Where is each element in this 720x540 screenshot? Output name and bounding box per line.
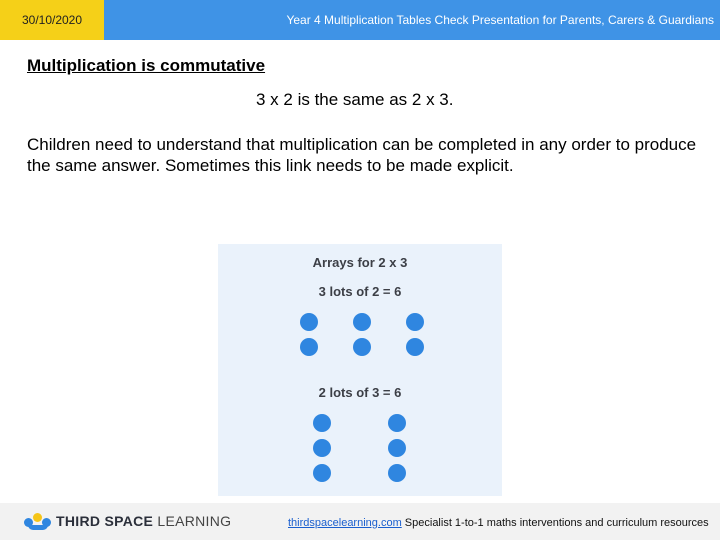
array-dot <box>300 338 318 356</box>
footer-tagline-line <box>288 517 709 529</box>
logo-text-bold: THIRD SPACE <box>56 513 154 529</box>
array-dot <box>313 439 331 457</box>
footer-tagline: Specialist 1-to-1 maths interventions and curriculum resources <box>404 517 709 529</box>
array-dot <box>388 439 406 457</box>
header-bar <box>0 0 720 40</box>
array-dot <box>406 313 424 331</box>
group-label-2-lots-of-3: 2 lots of 3 = 6 <box>318 385 402 400</box>
commutative-statement: 3 x 2 is the same as 2 x 3. <box>256 90 454 109</box>
explanation-paragraph: Children need to understand that multiplication can be completed in any order to produce the same answer. Sometimes this link needs to be made explicit. <box>27 135 697 175</box>
array-dot <box>353 338 371 356</box>
array-dot <box>406 338 424 356</box>
array-dot <box>388 414 406 432</box>
array-dot <box>313 464 331 482</box>
group-label-3-lots-of-2: 3 lots of 2 = 6 <box>318 284 402 299</box>
logo-mark-icon <box>24 511 52 531</box>
logo-text <box>56 513 231 529</box>
slide-heading: Multiplication is commutative <box>27 56 266 75</box>
array-dot <box>313 414 331 432</box>
third-space-learning-logo <box>24 511 231 531</box>
header-title: Year 4 Multiplication Tables Check Presentation for Parents, Carers & Guardians <box>104 0 720 40</box>
array-dot <box>300 313 318 331</box>
logo-text-light: LEARNING <box>157 513 232 529</box>
array-dot <box>388 464 406 482</box>
diagram-title: Arrays for 2 x 3 <box>312 255 408 270</box>
footer-bar <box>0 503 720 540</box>
array-dot <box>353 313 371 331</box>
header-date: 30/10/2020 <box>0 0 104 40</box>
website-link[interactable]: thirdspacelearning.com <box>288 517 402 529</box>
arrays-diagram <box>218 244 502 496</box>
